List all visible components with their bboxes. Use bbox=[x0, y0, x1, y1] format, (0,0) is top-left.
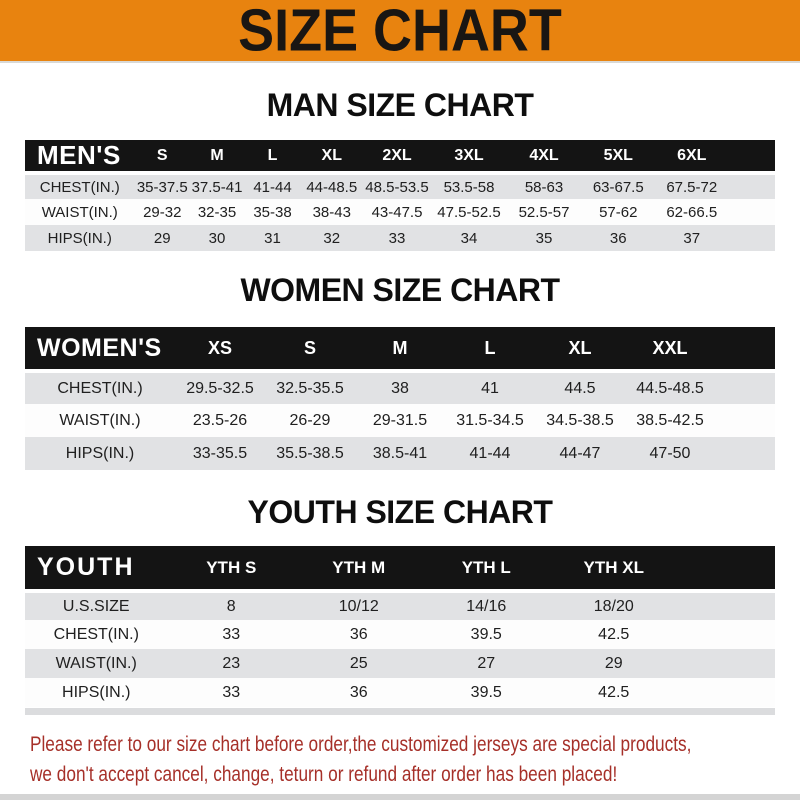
size-cell: 34 bbox=[432, 225, 507, 251]
size-cell: 39.5 bbox=[423, 678, 551, 707]
row-label: WAIST(IN.) bbox=[25, 649, 168, 678]
size-cell: 38.5-42.5 bbox=[625, 404, 715, 437]
disclaimer-text bbox=[30, 730, 800, 790]
disclaimer-line-1: Please refer to our size chart before order,the customized jerseys are special products, bbox=[30, 733, 692, 756]
table-row bbox=[25, 591, 775, 620]
row-label: HIPS(IN.) bbox=[25, 225, 135, 251]
size-cell: 58-63 bbox=[507, 173, 582, 199]
size-cell: 41-44 bbox=[244, 173, 301, 199]
section-heading-men: MAN SIZE CHART bbox=[266, 87, 534, 123]
header-spacer bbox=[729, 140, 776, 173]
size-cell: 42.5 bbox=[550, 678, 678, 707]
size-cell: 41 bbox=[445, 371, 535, 404]
section-heading-youth: YOUTH SIZE CHART bbox=[247, 494, 553, 530]
column-header: M bbox=[355, 327, 445, 371]
size-cell: 35 bbox=[507, 225, 582, 251]
column-header: YTH S bbox=[168, 546, 296, 591]
size-cell: 30 bbox=[190, 225, 244, 251]
table-row bbox=[25, 199, 775, 225]
size-table-men bbox=[25, 140, 775, 251]
row-spacer bbox=[678, 620, 776, 649]
column-header: XS bbox=[175, 327, 265, 371]
column-header: XXL bbox=[625, 327, 715, 371]
column-header: S bbox=[265, 327, 355, 371]
size-cell: 36 bbox=[295, 678, 423, 707]
size-cell: 67.5-72 bbox=[655, 173, 729, 199]
section-heading-women: WOMEN SIZE CHART bbox=[240, 272, 560, 308]
size-cell: 27 bbox=[423, 649, 551, 678]
size-cell: 41-44 bbox=[445, 437, 535, 470]
size-cell: 47-50 bbox=[625, 437, 715, 470]
row-label: HIPS(IN.) bbox=[25, 678, 168, 707]
size-cell: 33 bbox=[168, 678, 296, 707]
table-corner-label-women: WOMEN'S bbox=[25, 327, 175, 371]
column-header: M bbox=[190, 140, 244, 173]
row-spacer bbox=[715, 437, 775, 470]
column-header: YTH M bbox=[295, 546, 423, 591]
size-cell: 29-32 bbox=[135, 199, 191, 225]
row-spacer bbox=[715, 404, 775, 437]
row-spacer bbox=[678, 591, 776, 620]
column-header: S bbox=[135, 140, 191, 173]
column-header: XL bbox=[535, 327, 625, 371]
size-cell: 35-38 bbox=[244, 199, 301, 225]
table-row bbox=[25, 404, 775, 437]
table-header-row bbox=[25, 140, 775, 173]
size-cell: 35.5-38.5 bbox=[265, 437, 355, 470]
column-header: 2XL bbox=[363, 140, 432, 173]
size-cell: 18/20 bbox=[550, 591, 678, 620]
row-spacer bbox=[729, 173, 776, 199]
table-row bbox=[25, 225, 775, 251]
size-cell: 37 bbox=[655, 225, 729, 251]
table-row bbox=[25, 678, 775, 707]
size-cell: 63-67.5 bbox=[582, 173, 656, 199]
size-cell: 44.5 bbox=[535, 371, 625, 404]
size-cell: 14/16 bbox=[423, 591, 551, 620]
size-cell: 10/12 bbox=[295, 591, 423, 620]
size-cell: 25 bbox=[295, 649, 423, 678]
row-label: HIPS(IN.) bbox=[25, 437, 175, 470]
bottom-edge-strip bbox=[0, 794, 800, 800]
size-cell: 32-35 bbox=[190, 199, 244, 225]
size-cell: 32.5-35.5 bbox=[265, 371, 355, 404]
size-cell: 44.5-48.5 bbox=[625, 371, 715, 404]
size-cell: 38.5-41 bbox=[355, 437, 445, 470]
column-header: L bbox=[445, 327, 535, 371]
size-cell: 62-66.5 bbox=[655, 199, 729, 225]
size-cell: 38-43 bbox=[301, 199, 363, 225]
row-spacer bbox=[729, 199, 776, 225]
size-cell: 31.5-34.5 bbox=[445, 404, 535, 437]
size-cell: 36 bbox=[582, 225, 656, 251]
size-cell: 32 bbox=[301, 225, 363, 251]
size-cell: 43-47.5 bbox=[363, 199, 432, 225]
row-label: CHEST(IN.) bbox=[25, 371, 175, 404]
header-spacer bbox=[678, 546, 776, 591]
size-cell: 47.5-52.5 bbox=[432, 199, 507, 225]
disclaimer-line-2: we don't accept cancel, change, teturn or refund after order has been placed! bbox=[30, 763, 618, 786]
table-header-row bbox=[25, 546, 775, 591]
size-cell: 42.5 bbox=[550, 620, 678, 649]
table-row bbox=[25, 649, 775, 678]
charts-container bbox=[0, 89, 800, 715]
column-header: 5XL bbox=[582, 140, 656, 173]
banner-title: SIZE CHART bbox=[238, 0, 562, 64]
column-header: YTH XL bbox=[550, 546, 678, 591]
table-row bbox=[25, 620, 775, 649]
size-cell: 29 bbox=[135, 225, 191, 251]
size-table-youth bbox=[25, 546, 775, 707]
table-corner-label-youth: YOUTH bbox=[25, 546, 168, 591]
size-cell: 44-48.5 bbox=[301, 173, 363, 199]
column-header: 4XL bbox=[507, 140, 582, 173]
row-label: WAIST(IN.) bbox=[25, 404, 175, 437]
size-cell: 36 bbox=[295, 620, 423, 649]
size-cell: 33 bbox=[168, 620, 296, 649]
column-header: YTH L bbox=[423, 546, 551, 591]
size-cell: 23.5-26 bbox=[175, 404, 265, 437]
table-row bbox=[25, 173, 775, 199]
row-label: WAIST(IN.) bbox=[25, 199, 135, 225]
table-header-row bbox=[25, 327, 775, 371]
row-spacer bbox=[678, 678, 776, 707]
row-label: CHEST(IN.) bbox=[25, 173, 135, 199]
size-chart-section-men bbox=[0, 89, 800, 251]
column-header: 6XL bbox=[655, 140, 729, 173]
size-cell: 23 bbox=[168, 649, 296, 678]
size-cell: 37.5-41 bbox=[190, 173, 244, 199]
size-cell: 35-37.5 bbox=[135, 173, 191, 199]
column-header: L bbox=[244, 140, 301, 173]
row-spacer bbox=[715, 371, 775, 404]
row-spacer bbox=[678, 649, 776, 678]
size-cell: 44-47 bbox=[535, 437, 625, 470]
size-cell: 29-31.5 bbox=[355, 404, 445, 437]
size-cell: 29 bbox=[550, 649, 678, 678]
size-cell: 57-62 bbox=[582, 199, 656, 225]
size-cell: 34.5-38.5 bbox=[535, 404, 625, 437]
column-header: XL bbox=[301, 140, 363, 173]
size-cell: 48.5-53.5 bbox=[363, 173, 432, 199]
table-row bbox=[25, 371, 775, 404]
size-cell: 33-35.5 bbox=[175, 437, 265, 470]
size-cell: 38 bbox=[355, 371, 445, 404]
size-table-women bbox=[25, 327, 775, 470]
column-header: 3XL bbox=[432, 140, 507, 173]
size-cell: 29.5-32.5 bbox=[175, 371, 265, 404]
size-cell: 26-29 bbox=[265, 404, 355, 437]
size-cell: 31 bbox=[244, 225, 301, 251]
table-row bbox=[25, 437, 775, 470]
size-cell: 52.5-57 bbox=[507, 199, 582, 225]
size-cell: 53.5-58 bbox=[432, 173, 507, 199]
size-cell: 39.5 bbox=[423, 620, 551, 649]
header-spacer bbox=[715, 327, 775, 371]
size-chart-section-women bbox=[0, 274, 800, 470]
table-corner-label-men: MEN'S bbox=[25, 140, 135, 173]
row-spacer bbox=[729, 225, 776, 251]
size-cell: 33 bbox=[363, 225, 432, 251]
row-label: U.S.SIZE bbox=[25, 591, 168, 620]
size-chart-section-youth bbox=[0, 496, 800, 715]
size-cell: 8 bbox=[168, 591, 296, 620]
size-chart-banner bbox=[0, 0, 800, 63]
row-label: CHEST(IN.) bbox=[25, 620, 168, 649]
